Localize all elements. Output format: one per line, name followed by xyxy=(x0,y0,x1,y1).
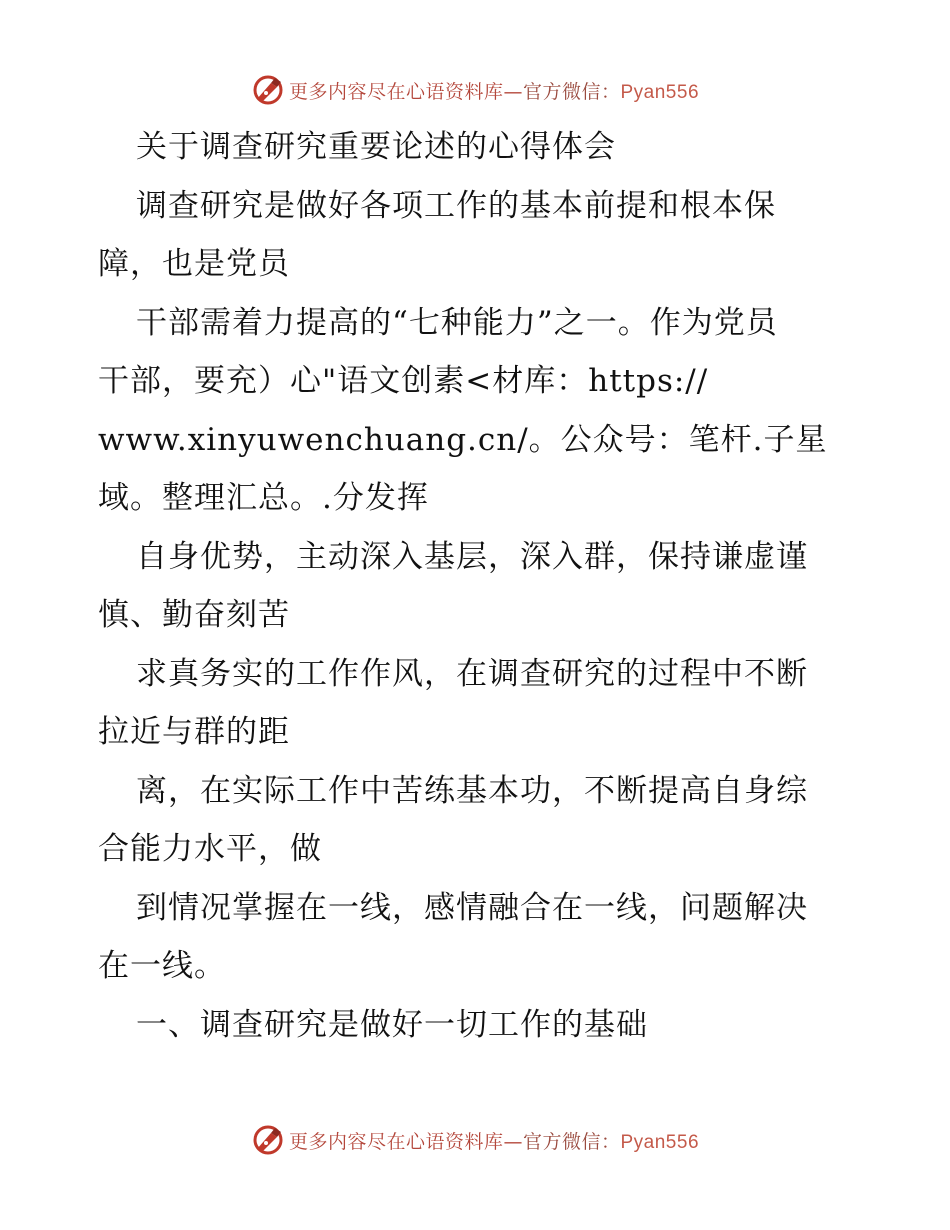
paragraph-line: 到情况掌握在一线，感情融合在一线，问题解决 xyxy=(136,889,808,926)
paragraph-line: 合能力水平，做 xyxy=(98,831,322,867)
pen-nib-logo-icon xyxy=(251,1123,285,1157)
paragraph-line: 干部，要充）心"语文创素<材库：https:// xyxy=(98,363,709,399)
paragraph-line: 障，也是党员 xyxy=(98,246,290,282)
paragraph-line: 干部需着力提高的“七种能力”之一。作为党员 xyxy=(136,304,778,341)
section-heading: 一、调查研究是做好一切工作的基础 xyxy=(136,1006,648,1043)
banner-wechat-id: Pyan556 xyxy=(620,81,700,103)
banner-text xyxy=(289,1127,699,1154)
banner-main-text: 更多内容尽在心语资料库— xyxy=(288,1130,523,1153)
paragraph-line: 域。整理汇总。.分发挥 xyxy=(98,480,429,516)
header-banner xyxy=(0,70,950,110)
paragraph-line: www.xinyuwenchuang.cn/。公众号：笔杆.子星 xyxy=(98,421,828,458)
paragraph-line: 离，在实际工作中苦练基本功，不断提高自身综 xyxy=(136,772,808,809)
banner-wechat-label: 官方微信： xyxy=(522,80,621,103)
banner-text xyxy=(289,77,699,104)
document-title: 关于调查研究重要论述的心得体会 xyxy=(136,129,616,165)
document-body xyxy=(98,118,858,1054)
paragraph-line: 调查研究是做好各项工作的基本前提和根本保 xyxy=(136,187,776,224)
paragraph-line: 慎、勤奋刻苦 xyxy=(98,597,290,633)
footer-banner xyxy=(0,1120,950,1160)
banner-main-text: 更多内容尽在心语资料库— xyxy=(288,80,523,103)
paragraph-line: 求真务实的工作作风，在调查研究的过程中不断 xyxy=(136,655,808,692)
banner-wechat-label: 官方微信： xyxy=(522,1130,621,1153)
paragraph-line: 在一线。 xyxy=(98,948,226,984)
banner-wechat-id: Pyan556 xyxy=(620,1131,700,1153)
pen-nib-logo-icon xyxy=(251,73,285,107)
paragraph-line: 自身优势，主动深入基层，深入群，保持谦虚谨 xyxy=(136,538,808,575)
paragraph-line: 拉近与群的距 xyxy=(98,714,290,750)
